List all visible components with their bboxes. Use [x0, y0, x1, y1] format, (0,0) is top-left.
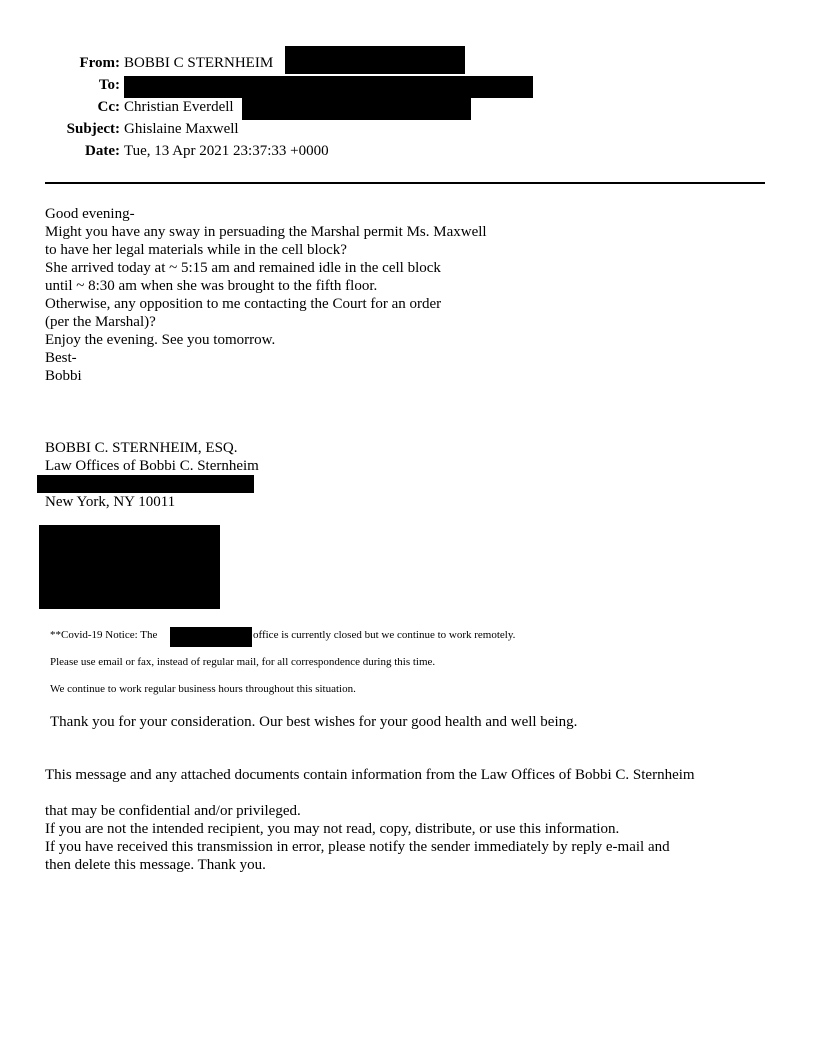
to-label: To: — [98, 77, 120, 93]
business-hours-notice: We continue to work regular business hours throughout this situation. — [50, 683, 356, 695]
subject-value: Ghislaine Maxwell — [124, 121, 239, 137]
signature-city: New York, NY 10011 — [45, 494, 176, 510]
body-line: to have her legal materials while in the cell block? — [45, 242, 347, 258]
email-fax-notice: Please use email or fax, instead of regular mail, for all correspondence during this time. — [50, 656, 436, 668]
date-label: Date: — [85, 143, 120, 159]
disclaimer-line: then delete this message. Thank you. — [45, 857, 266, 873]
address-redaction — [37, 475, 254, 493]
disclaimer-line: This message and any attached documents contain information from the Law Offices of Bobbi C. Sternheim — [45, 767, 695, 783]
covid-notice-suffix: office is currently closed but we continue to work remotely. — [253, 629, 516, 641]
subject-label: Subject: — [66, 121, 120, 137]
covid-notice — [50, 629, 157, 642]
body-line: Otherwise, any opposition to me contacting the Court for an order — [45, 296, 442, 312]
covid-notice-redaction — [170, 627, 252, 647]
disclaimer-line: If you are not the intended recipient, you may not read, copy, distribute, or use this information. — [45, 821, 620, 837]
from-value: BOBBI C STERNHEIM — [124, 55, 274, 71]
body-line: Bobbi — [45, 368, 82, 384]
disclaimer-line: that may be confidential and/or privileged. — [45, 803, 301, 819]
header-divider — [45, 182, 765, 184]
body-line: Might you have any sway in persuading the Marshal permit Ms. Maxwell — [45, 224, 487, 240]
signature-name: BOBBI C. STERNHEIM, ESQ. — [45, 440, 238, 456]
cc-email-redaction — [242, 98, 471, 120]
from-email-redaction — [285, 46, 465, 74]
signature-firm: Law Offices of Bobbi C. Sternheim — [45, 458, 259, 474]
body-line: until ~ 8:30 am when she was brought to the fifth floor. — [45, 278, 378, 294]
body-line: Best- — [45, 350, 77, 366]
cc-label: Cc: — [97, 99, 120, 115]
disclaimer-line: If you have received this transmission in error, please notify the sender immediately by reply e-mail and — [45, 839, 670, 855]
body-line: Good evening- — [45, 206, 135, 222]
date-value: Tue, 13 Apr 2021 23:37:33 +0000 — [124, 143, 329, 159]
body-line: She arrived today at ~ 5:15 am and remained idle in the cell block — [45, 260, 441, 276]
body-line: Enjoy the evening. See you tomorrow. — [45, 332, 276, 348]
from-label: From: — [79, 55, 120, 71]
to-value-redaction — [124, 76, 533, 98]
thanks-line: Thank you for your consideration. Our best wishes for your good health and well being. — [50, 714, 578, 730]
body-line: (per the Marshal)? — [45, 314, 156, 330]
contact-block-redaction — [39, 525, 220, 609]
cc-value: Christian Everdell — [124, 99, 234, 115]
covid-notice-prefix: **Covid-19 Notice: The — [50, 629, 158, 641]
